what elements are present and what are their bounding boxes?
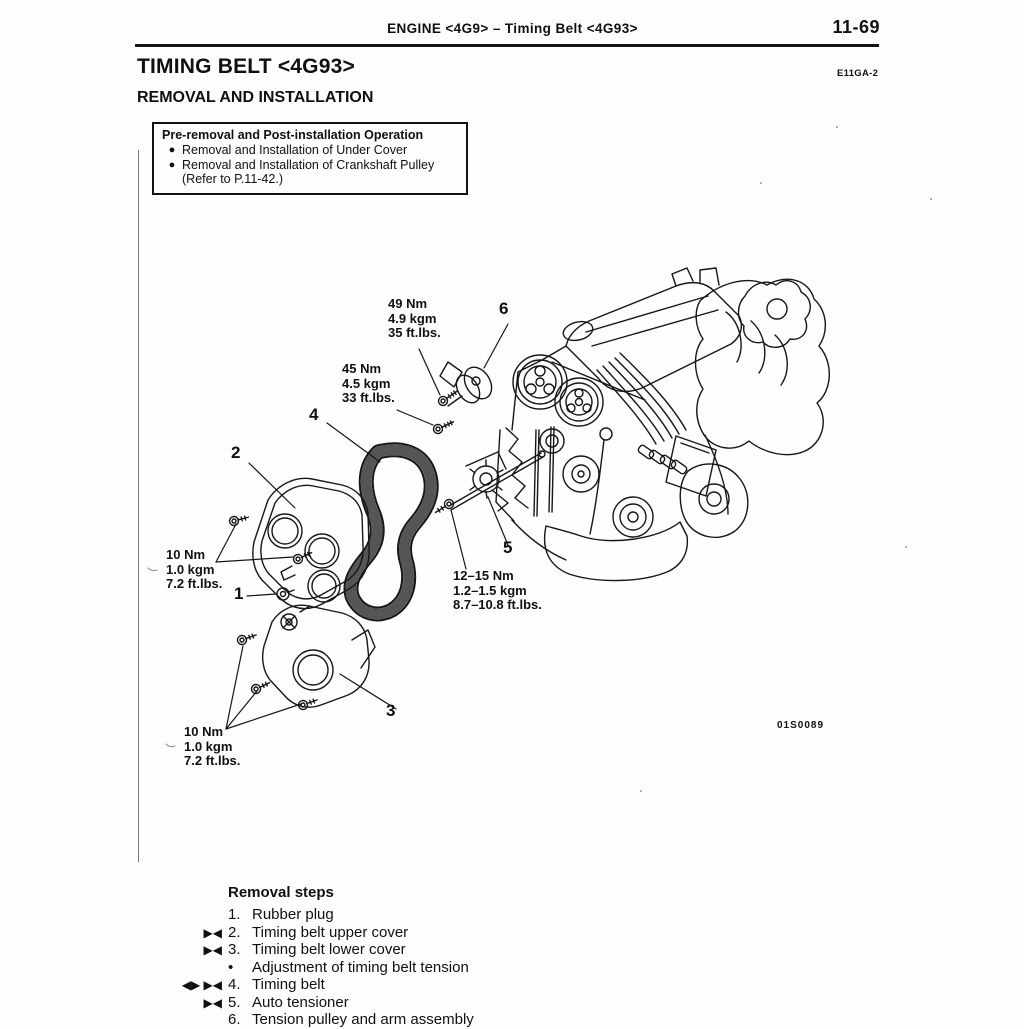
operation-item-text: Removal and Installation of Crankshaft Pulley <box>182 157 435 172</box>
torque-line: 10 Nm <box>184 724 224 739</box>
torque-line: 1.2–1.5 kgm <box>453 582 527 598</box>
torque-line: 4.5 kgm <box>342 375 391 391</box>
scan-speck <box>930 198 932 200</box>
removal-step <box>155 959 715 977</box>
torque-line: 4.9 kgm <box>388 310 437 326</box>
scan-speck <box>760 182 762 184</box>
callout-upper-cover: 2 <box>231 443 241 462</box>
callout-rubber-plug: 1 <box>234 584 244 603</box>
callout-timing-belt: 4 <box>309 405 319 424</box>
step-text: Timing belt lower cover <box>252 941 406 958</box>
step-number: • <box>228 958 234 976</box>
removal-step <box>155 906 715 924</box>
scan-speck <box>640 790 642 792</box>
subsection-title: REMOVAL AND INSTALLATION <box>137 89 374 106</box>
page-number: 11-69 <box>832 17 880 37</box>
removal-step <box>155 941 715 959</box>
operation-item-continuation: (Refer to P.11-42.) <box>182 172 283 186</box>
torque-line: 10 Nm <box>166 547 206 562</box>
service-point-markers: ◀▶ ▶◀ <box>181 978 222 992</box>
torque-line: 49 Nm <box>388 296 428 311</box>
engine-illustration <box>496 268 829 581</box>
page-header-title: ENGINE <4G9> – Timing Belt <4G93> <box>387 21 638 36</box>
step-number: 4. <box>228 976 241 993</box>
torque-line: 33 ft.lbs. <box>342 390 395 405</box>
removal-step <box>155 924 715 942</box>
step-text: Timing belt upper cover <box>252 923 409 941</box>
torque-line: 12–15 Nm <box>453 568 514 583</box>
torque-line: 7.2 ft.lbs. <box>166 576 223 591</box>
torque-label-upper-cover <box>166 548 222 592</box>
step-number: 6. <box>228 1011 241 1028</box>
removal-step <box>155 1011 715 1029</box>
step-text: Auto tensioner <box>252 993 349 1011</box>
torque-line: 35 ft.lbs. <box>388 325 441 340</box>
callout-tension-pulley: 5 <box>503 538 513 557</box>
torque-label-auto-tensioner <box>388 297 441 341</box>
scan-marks <box>148 568 175 747</box>
torque-label-lower-cover <box>184 725 240 769</box>
removal-step <box>155 976 715 994</box>
torque-line: 45 Nm <box>342 361 382 376</box>
step-number: 2. <box>228 923 241 941</box>
torque-label-tensioner-arm <box>342 362 395 406</box>
torque-line: 8.7–10.8 ft.lbs. <box>453 597 542 612</box>
scan-speck <box>836 126 838 128</box>
service-point-markers: ▶◀ <box>203 925 222 940</box>
removal-step <box>155 994 715 1012</box>
section-title: TIMING BELT <4G93> <box>137 55 355 78</box>
service-point-markers: ▶◀ <box>203 943 222 957</box>
torque-label-tension-pulley <box>453 569 542 613</box>
step-text: Adjustment of timing belt tension <box>252 958 469 976</box>
service-point-markers: ▶◀ <box>203 995 222 1010</box>
removal-steps-section <box>155 884 715 1029</box>
torque-line: 1.0 kgm <box>184 738 233 754</box>
torque-line: 7.2 ft.lbs. <box>184 753 241 768</box>
bullet-icon: ● <box>168 144 176 156</box>
step-number: 5. <box>228 993 241 1011</box>
torque-line: 1.0 kgm <box>166 561 215 577</box>
callout-auto-tensioner: 6 <box>499 299 509 318</box>
step-number: 3. <box>228 941 241 958</box>
step-text: Tension pulley and arm assembly <box>252 1011 474 1028</box>
figure-code: 01S0089 <box>777 720 825 731</box>
operation-box-title: Pre-removal and Post-installation Operation <box>162 128 424 142</box>
scan-artifact-line <box>138 150 139 862</box>
auto-tensioner-drawing <box>440 362 497 407</box>
operation-item-text: Removal and Installation of Under Cover <box>182 143 408 157</box>
section-code: E11GA-2 <box>837 68 879 79</box>
removal-steps-title: Removal steps <box>228 884 334 901</box>
callout-lower-cover: 3 <box>386 701 396 720</box>
step-number: 1. <box>228 906 241 923</box>
step-text: Rubber plug <box>252 906 334 923</box>
step-text: Timing belt <box>252 976 325 993</box>
timing-belt-lower-cover-drawing <box>263 605 375 707</box>
bullet-icon: ● <box>168 158 176 171</box>
scan-speck <box>905 546 907 548</box>
